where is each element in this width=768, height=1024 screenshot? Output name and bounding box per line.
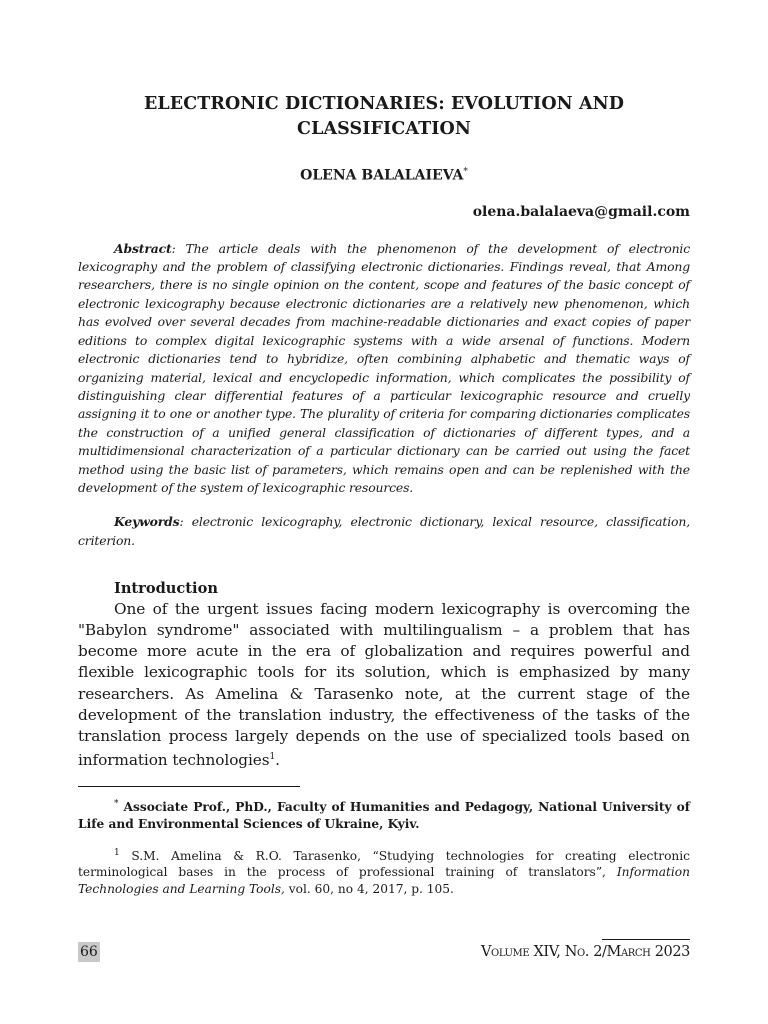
footnote-author-marker: * <box>114 799 119 810</box>
introduction-paragraph <box>78 599 690 771</box>
keywords-text: : electronic lexicography, electronic dictionary, lexical resource, classification, criterion. <box>78 514 690 548</box>
footnote-details: vol. 60, no 4, 2017, p. 105. <box>284 881 454 896</box>
keywords-paragraph <box>78 513 690 550</box>
footnote-reference-1 <box>78 845 690 898</box>
footnote-reference: 1 <box>269 751 276 762</box>
introduction-text: One of the urgent issues facing modern lexicography is overcoming the "Babylon syndrome" associated with multilingualism – a problem that has become more acute in the era of globalization and requires powerful and flexible lexicographic tools for its solution, which is emphasized by many researchers. As Amelina & Tarasenko note, at the current stage of the development of the translation industry, the effectiveness of the tasks of the translation process largely depends on the use of specialized tools based on information technologies <box>78 600 690 769</box>
article-page <box>78 92 690 910</box>
author-footnote-marker: * <box>463 167 468 177</box>
article-title: ELECTRONIC DICTIONARIES: EVOLUTION AND CLASSIFICATION <box>143 94 625 139</box>
abstract-label: Abstract <box>114 240 172 256</box>
footnote-citation: S.M. Amelina & R.O. Tarasenko, “Studying technologies for creating electronic terminological bases in the process of professional training of translators”, <box>78 848 690 880</box>
keywords-label: Keywords <box>114 514 180 530</box>
issue-label: Volume XIV, No. 2/March 2023 <box>480 944 690 960</box>
footnote-author-text: Associate Prof., PhD., Faculty of Humanities and Pedagogy, National University of Life and Environmental Sciences of Ukraine, Kyiv. <box>78 800 690 831</box>
page-number: 66 <box>80 944 98 960</box>
footnote-author <box>78 796 690 832</box>
author-email: olena.balalaeva@gmail.com <box>472 203 690 220</box>
footer-divider <box>602 939 690 940</box>
author-name: OLENA BALALAIEVA <box>300 167 464 184</box>
page-footer <box>78 938 690 966</box>
introduction-end: . <box>275 750 280 769</box>
footnote-number: 1 <box>114 847 120 858</box>
author-line <box>78 162 690 186</box>
abstract-paragraph <box>78 240 690 498</box>
introduction-heading: Introduction <box>114 580 218 598</box>
abstract-text: : The article deals with the phenomenon of the development of electronic lexicography and the problem of classifying electronic dictionaries. Findings reveal, that Among researchers, there is no single opinion on the content, scope and features of the basic concept of electronic lexicography because electronic dictionaries are a relatively new phenomenon, which has evolved over several decades from machine-readable dictionaries and exact copies of paper editions to complex digital lexicographic systems with a wide arsenal of functions. Modern electronic dictionaries tend to hybridize, often combining alphabetic and thematic ways of organizing material, lexical and encyclopedic information, which complicates the possibility of distinguishing clear differential features of a particular lexicographic resource and cruelly assigning it to one or another type. The plurality of criteria for comparing dictionaries complicates the construction of a unified general classification of dictionaries of different types, and a multidimensional characterization of a particular dictionary can be carried out using the facet method using the basic list of parameters, which remains open and can be replenished with the development of the system of lexicographic resources. <box>78 240 690 495</box>
footnote-divider <box>78 786 300 787</box>
footnote-source: Information Technologies and Learning Tools, <box>78 865 690 896</box>
